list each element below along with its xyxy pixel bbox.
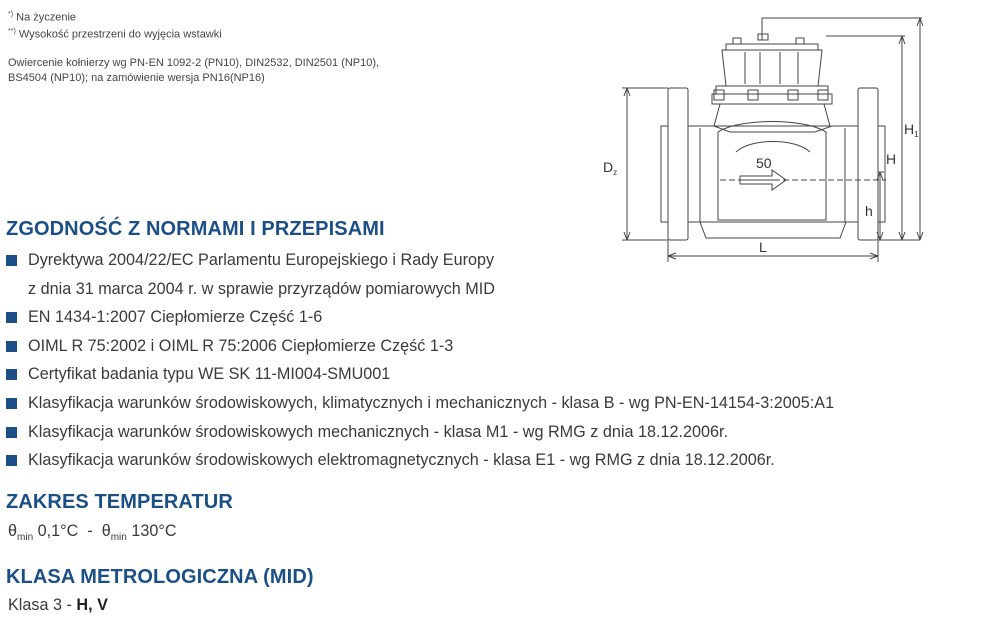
flange-drilling-note-line2: BS4504 (NP10); na zamówienie wersja PN16(NP16) [8, 72, 265, 84]
list-item: Klasyfikacja warunków środowiskowych elektromagnetycznych - klasa E1 - wg RMG z dnia 18.12.2006r. [6, 446, 834, 475]
bullet-square-icon [6, 398, 17, 409]
register-housing [722, 50, 822, 86]
register-lid [726, 44, 818, 50]
list-item-continuation: z dnia 31 marca 2004 r. w sprawie przyrządów pomiarowych MID [28, 279, 495, 298]
footnote-mark-2: **) [8, 28, 16, 35]
temperature-min: 0,1°C [37, 522, 79, 540]
footnote-mark-1: *) [8, 11, 14, 18]
seal-screw-right [796, 38, 804, 44]
seal-screw-top [758, 34, 768, 40]
list-item: EN 1434-1:2007 Ciepłomierze Część 1-6 [6, 303, 834, 332]
inner-dome [736, 142, 810, 153]
label-dz: $D_z$ [603, 159, 618, 177]
temperature-heading: ZAKRES TEMPERATUR [6, 491, 233, 513]
label-nominal-diameter: 50 [756, 155, 772, 171]
bullet-square-icon [6, 341, 17, 352]
list-item: Dyrektywa 2004/22/EC Parlamentu Europejskiego i Rady Europy [6, 246, 834, 275]
temperature-max: 130°C [131, 522, 177, 540]
flange-left [668, 88, 688, 240]
list-item: Klasyfikacja warunków środowiskowych mechanicznych - klasa M1 - wg RMG z dnia 18.12.2006r. [6, 418, 834, 447]
cover-flange [714, 104, 830, 126]
meter-dimension-drawing [590, 10, 935, 272]
metrological-class-value: H, V [76, 596, 108, 614]
temperature-range: $\theta_{min}$ $0,1^\circ C - \theta_{min}$ 130°C [8, 522, 177, 544]
bullet-square-icon [6, 369, 17, 380]
label-H: H [886, 151, 897, 167]
register-ring [716, 86, 828, 94]
bullet-square-icon [6, 312, 17, 323]
label-H1: $H_1$ [904, 121, 919, 139]
footnote-text-1: Na życzenie [16, 11, 77, 24]
standards-list [6, 246, 834, 475]
seal-screw-left [733, 38, 741, 44]
bullet-square-icon [6, 255, 17, 266]
bullet-square-icon [6, 427, 17, 438]
nut-right [818, 90, 828, 100]
list-item: Klasyfikacja warunków środowiskowych, klimatycznych i mechanicznych - klasa B - wg PN-EN-14154-3:2005:A1 [6, 389, 834, 418]
meter-base [700, 222, 846, 238]
list-item: Certyfikat badania typu WE SK 11-MI004-SMU001 [6, 360, 834, 389]
meter-body [688, 126, 858, 222]
standards-heading: ZGODNOŚĆ Z NORMAMI I PRZEPISAMI [6, 218, 385, 240]
metrological-class-heading: KLASA METROLOGICZNA (MID) [6, 566, 314, 588]
metrological-class-text: Klasa 3 - H, V [8, 596, 108, 614]
footnote-text-2: Wysokość przestrzeni do wyjęcia wstawki [18, 28, 222, 41]
footnote-optional [8, 8, 76, 25]
footnote-insert-height [8, 25, 222, 42]
register-collar [712, 94, 832, 104]
label-h-small: h [865, 203, 873, 219]
bullet-square-icon [6, 455, 17, 466]
flange-drilling-note-line1: Owiercenie kołnierzy wg PN-EN 1092-2 (PN10), DIN2532, DIN2501 (NP10), [8, 57, 380, 69]
label-l: L [759, 239, 767, 255]
list-item: OIML R 75:2002 i OIML R 75:2006 Ciepłomierze Część 1-3 [6, 332, 834, 361]
